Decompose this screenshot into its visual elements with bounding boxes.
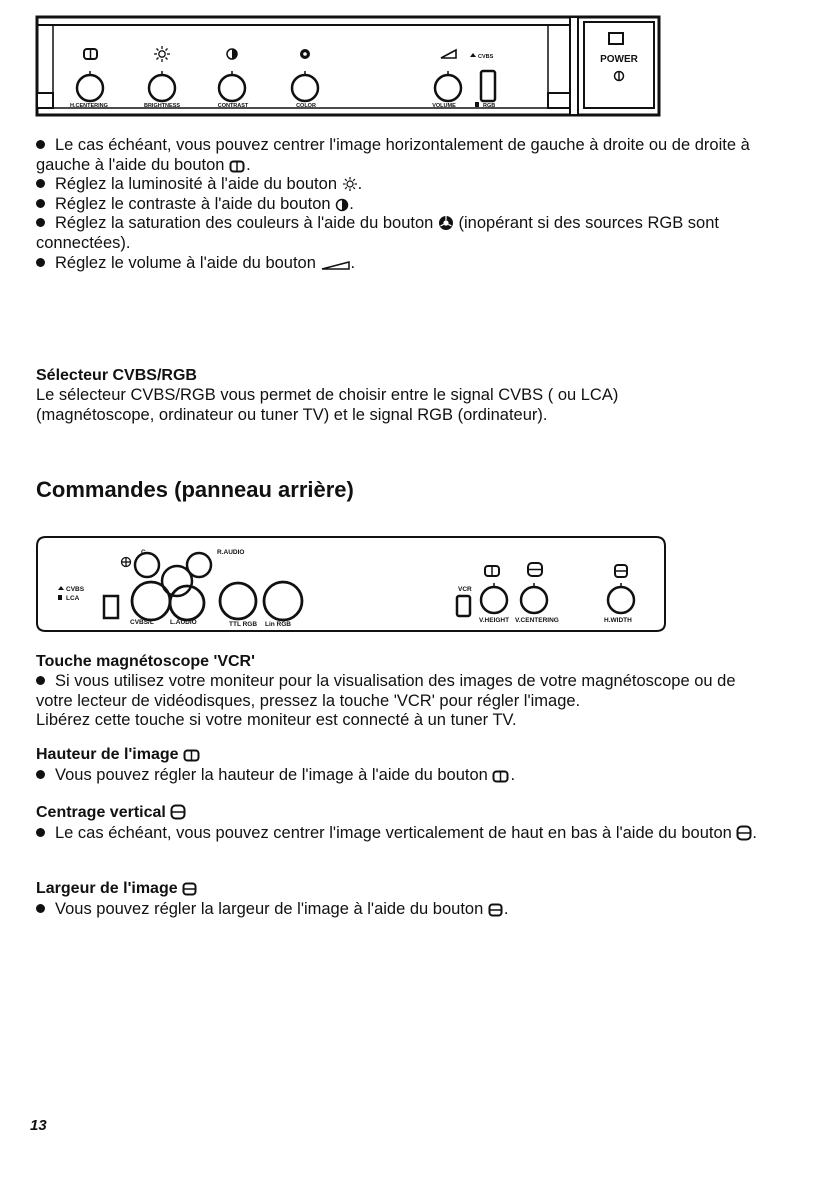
cvbs-label: CVBS (478, 54, 494, 60)
power-indicator-icon (615, 72, 624, 81)
c-connector[interactable] (135, 553, 159, 577)
center-audio-connector[interactable] (162, 566, 192, 596)
h-width-icon (182, 882, 198, 896)
bullet-h-centering: Le cas échéant, vous pouvez centrer l'image horizontalement de gauche à droite ou de droite à gauche à l'aide du bouton . (36, 136, 750, 174)
cvbs-marker-icon (58, 586, 64, 590)
rear-panel-diagram (0, 530, 840, 640)
v-height-icon (485, 566, 499, 576)
h-centering-knob[interactable] (77, 49, 103, 101)
selecteur-title: Sélecteur CVBS/RGB (36, 367, 197, 384)
v-height-knob[interactable] (481, 583, 507, 613)
vcr-button[interactable] (457, 596, 470, 616)
largeur-title: Largeur de l'image (36, 880, 198, 898)
color-icon (438, 215, 454, 231)
contrast-icon (335, 198, 349, 212)
vcr-bullet: Si vous utilisez votre moniteur pour la visualisation des images de votre magnétoscope ou de votre lecteur de vidéodisques, pressez la touche 'VCR' pour régler l'image. (36, 672, 736, 710)
contrast-knob[interactable] (219, 49, 245, 101)
hauteur-body: Vous pouvez régler la hauteur de l'image à l'aide du bouton . (36, 766, 781, 786)
v-height-icon (183, 749, 201, 762)
color-knob[interactable] (292, 49, 318, 101)
power-label: POWER (600, 54, 638, 65)
lin-rgb-connector[interactable] (264, 582, 302, 620)
l-audio-label: L.AUDIO (170, 619, 197, 626)
cvbs-lca-switch[interactable] (104, 596, 118, 618)
cvbs-label: CVBS (66, 586, 85, 593)
ttl-rgb-label: TTL RGB (229, 621, 258, 628)
front-controls-list (36, 136, 781, 273)
brightness-knob[interactable] (149, 46, 175, 101)
h-centering-icon (229, 160, 246, 173)
v-centering-label: V.CENTERING (515, 617, 559, 624)
bullet-color: Réglez la saturation des couleurs à l'aide du bouton (inopérant si des sources RGB sont connectées). (36, 214, 719, 252)
h-width-knob[interactable] (608, 583, 634, 613)
ground-icon (122, 558, 131, 567)
contrast-icon (227, 49, 237, 59)
v-centering-knob[interactable] (521, 583, 547, 613)
brightness-label: BRIGHTNESS (143, 103, 181, 109)
cvbs-l-label: CVBS/L (130, 619, 154, 626)
lin-rgb-label: Lin RGB (265, 621, 291, 628)
h-width-label: H.WIDTH (604, 617, 632, 624)
v-centering-icon (528, 563, 542, 576)
vcr-line2: Libérez cette touche si votre moniteur est connecté à un tuner TV. (36, 711, 517, 730)
volume-icon (441, 50, 456, 58)
bullet-volume: Réglez le volume à l'aide du bouton . (36, 254, 781, 274)
rear-panel-frame (37, 537, 665, 631)
centrage-body: Le cas échéant, vous pouvez centrer l'image verticalement de haut en bas à l'aide du bouton . (36, 824, 761, 844)
h-width-icon (488, 903, 504, 917)
cvbs-rgb-switch[interactable] (481, 71, 495, 101)
brightness-icon (342, 176, 358, 192)
page-number: 13 (30, 1117, 47, 1134)
brightness-icon (154, 46, 170, 62)
hauteur-title: Hauteur de l'image (36, 746, 201, 764)
contrast-label: CONTRAST (217, 103, 249, 109)
v-height-label: V.HEIGHT (479, 617, 510, 624)
bullet-contrast: Réglez le contraste à l'aide du bouton . (36, 195, 781, 215)
lca-label: LCA (66, 595, 80, 602)
v-centering-icon (170, 804, 186, 820)
bullet-brightness: Réglez la luminosité à l'aide du bouton . (36, 175, 781, 195)
rgb-marker-icon (475, 102, 479, 107)
rear-panel-heading: Commandes (panneau arrière) (36, 477, 354, 502)
volume-icon (321, 259, 351, 271)
vcr-label: VCR (458, 586, 472, 593)
vcr-body (36, 672, 771, 731)
ttl-rgb-connector[interactable] (220, 583, 256, 619)
cvbs-marker-icon (470, 53, 476, 57)
color-label: COLOR (296, 103, 316, 109)
v-height-icon (492, 770, 510, 783)
v-centering-icon (736, 825, 752, 841)
h-centering-label: H.CENTERING (70, 103, 108, 109)
volume-knob[interactable] (435, 50, 461, 101)
volume-label: VOLUME (432, 103, 456, 109)
selecteur-body: Le sélecteur CVBS/RGB vous permet de choisir entre le signal CVBS ( ou LCA) (magnétoscope, ordinateur ou tuner TV) et le signal RGB (ordinateur). (36, 386, 619, 424)
c-label: C (141, 549, 146, 556)
largeur-body: Vous pouvez régler la largeur de l'image à l'aide du bouton . (36, 900, 781, 920)
front-panel-diagram (0, 0, 840, 125)
color-icon (300, 49, 310, 59)
rgb-label: RGB (483, 103, 496, 109)
power-switch-icon (609, 33, 623, 44)
centrage-title: Centrage vertical (36, 804, 186, 822)
vcr-title: Touche magnétoscope 'VCR' (36, 653, 255, 670)
power-box (584, 22, 654, 108)
r-audio-label: R.AUDIO (217, 549, 245, 556)
h-width-icon (615, 565, 627, 577)
lca-marker-icon (58, 595, 62, 600)
